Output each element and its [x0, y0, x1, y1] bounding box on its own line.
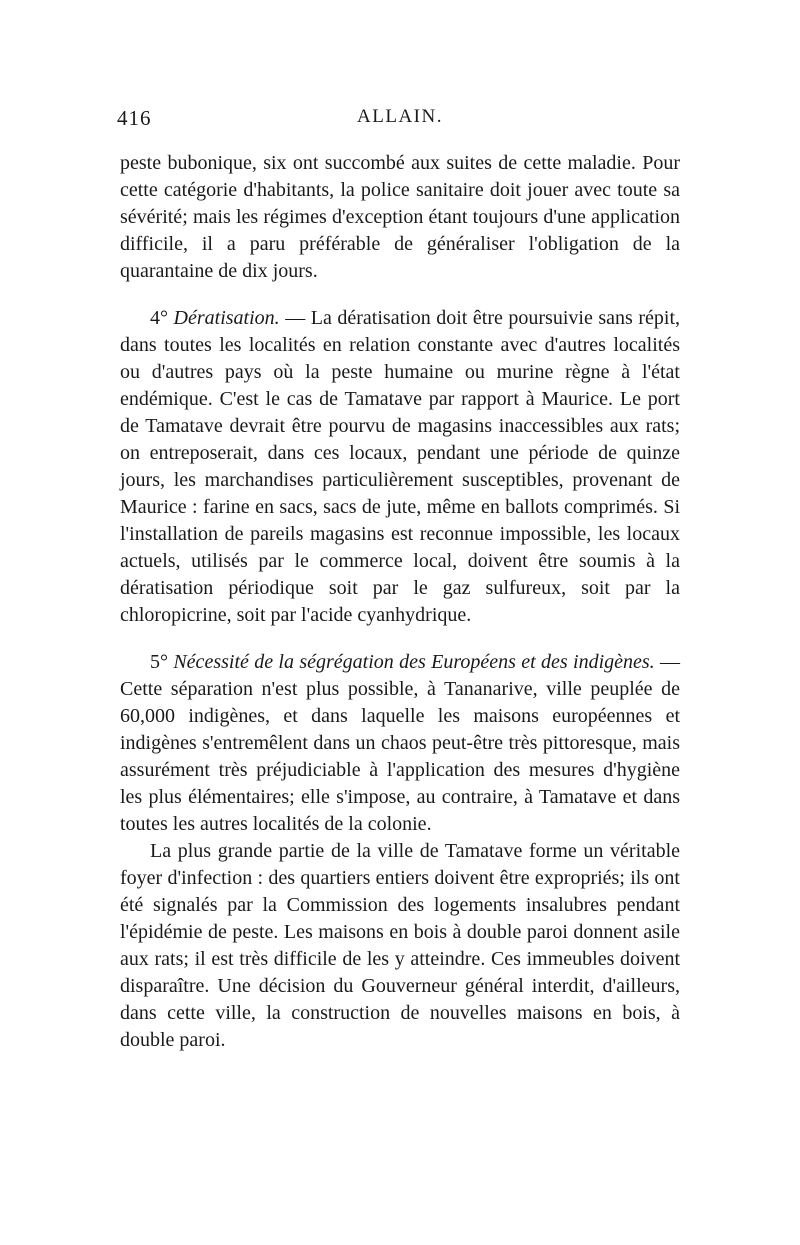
paragraph-tamatave	[120, 838, 680, 1054]
paragraph-text: peste bubonique, six ont succombé aux suites de cette maladie. Pour cette catégorie d'habitants, la police sanitaire doit jouer avec toute sa sévérité; mais les régimes d'exception étant toujours d'une application difficile, il a paru préférable de généraliser l'obligation de la quarantaine de dix jours.	[120, 152, 680, 282]
section-heading: Nécessité de la ségrégation des Européens et des indigènes.	[173, 651, 655, 673]
paragraph-deratisation	[120, 305, 680, 629]
page-number: 416	[117, 106, 152, 130]
paragraph-text: — La dératisation doit être poursuivie sans répit, dans toutes les localités en relation constante avec d'autres localités ou d'autres pays où la peste humaine ou murine règne à l'état endémique. C'est le cas de Tamatave par rapport à Maurice. Le port de Tamatave devrait être pourvu de magasins inaccessibles aux rats; on entreposerait, dans ces locaux, pendant une période de quinze jours, les marchandises particulièrement susceptibles, provenant de Maurice : farine en sacs, sacs de jute, même en ballots comprimés. Si l'installation de pareils magasins est reconnue impossible, les locaux actuels, utilisés par le commerce local, doivent être soumis à la dératisation périodique soit par le gaz sulfureux, soit par la chloropicrine, soit par l'acide cyanhydrique.	[120, 307, 681, 626]
paragraph-continuation	[120, 150, 680, 285]
paragraph-text: La plus grande partie de la ville de Tamatave forme un véritable foyer d'infection : des quartiers entiers doivent être expropriés; ils ont été signalés par la Commission des logements insalubres pendant l'épidémie de peste. Les maisons en bois à double paroi donnent asile aux rats; il est très difficile de les y atteindre. Ces immeubles doivent disparaître. Une décision du Gouverneur général interdit, d'ailleurs, dans cette ville, la construction de nouvelles maisons en bois, à double paroi.	[120, 840, 680, 1051]
section-heading: Dératisation.	[173, 307, 280, 329]
section-number: 4°	[150, 307, 168, 329]
running-head: ALLAIN.	[357, 106, 443, 127]
section-number: 5°	[150, 651, 168, 673]
page-header	[117, 106, 683, 136]
paragraph-segregation	[120, 649, 680, 838]
body-text	[120, 150, 680, 1054]
paragraph-text: — Cette séparation n'est plus possible, à Tananarive, ville peuplée de 60,000 indigènes, et dans laquelle les maisons européennes et indigènes s'entremêlent dans un chaos peut-être très pittoresque, mais assurément très préjudiciable à l'application des mesures d'hygiène les plus élémentaires; elle s'impose, au contraire, à Tamatave et dans toutes les autres localités de la colonie.	[120, 651, 681, 835]
